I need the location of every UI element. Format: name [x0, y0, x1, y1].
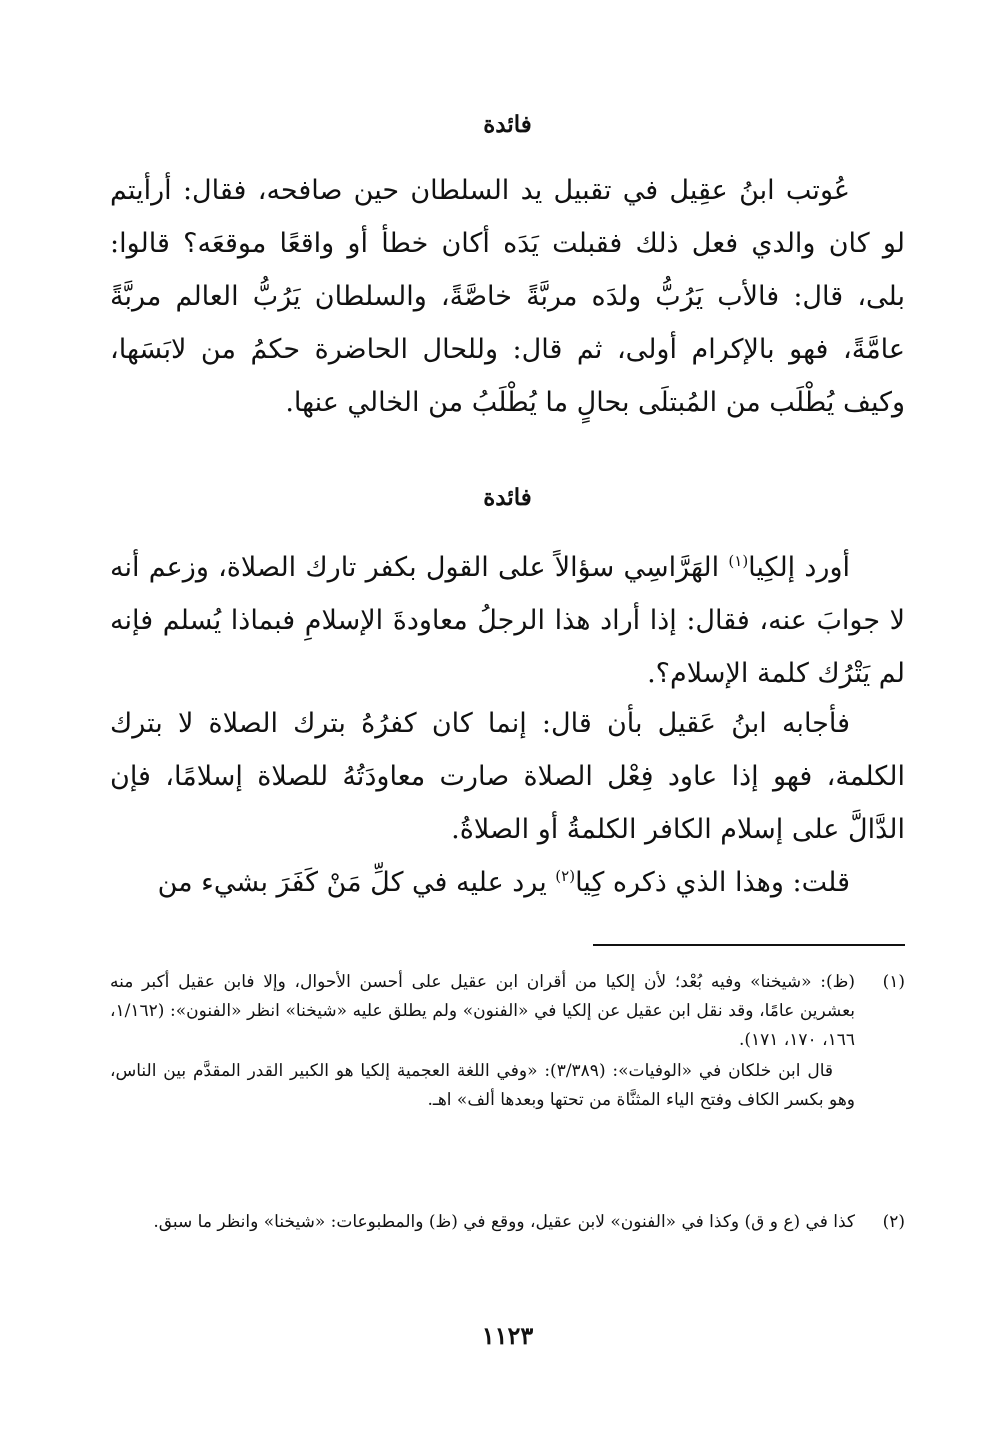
section-heading-1: فائدة — [483, 111, 532, 138]
paragraph-2-text-b: الهَرَّاسِي سؤالاً على القول بكفر تارك الصلاة، وزعم أنه لا جوابَ عنه، فقال: إذا أراد هذا الرجلُ معاودةَ الإسلامِ فبماذا يُسلم فإنه لم يَتْرُك كلمة الإسلام؟. — [110, 552, 905, 689]
paragraph-2-text-a: أورد إلكِيا — [748, 552, 851, 583]
page-number: ١١٢٣ — [481, 1321, 534, 1350]
paragraph-4-text-a: قلت: وهذا الذي ذكره كِيا — [575, 867, 850, 898]
footnote-2 — [110, 1208, 905, 1237]
paragraph-3: فأجابه ابنُ عَقيل بأن قال: إنما كان كفرُهُ بترك الصلاة لا بترك الكلمة، فهو إذا عاود فِعْل الصلاة صارت معاودَتُهُ للصلاة إسلامًا، فإن الدَّالَّ على إسلام الكافر الكلمةُ أو الصلاةُ. — [110, 708, 905, 845]
footnote-2-text: كذا في (ع و ق) وكذا في «الفنون» لابن عقيل، ووقع في (ظ) والمطبوعات: «شيخنا» وانظر ما سبق. — [153, 1212, 855, 1232]
section-heading-2: فائدة — [483, 484, 532, 511]
paragraph-1: عُوتب ابنُ عقِيل في تقبيل يد السلطان حين صافحه، فقال: أرأيتم لو كان والدي فعل ذلك فقبلت يَدَه أكان خطأ أو واقعًا موقعَه؟ قالوا: بلى، قال: فالأب يَرُبُّ ولدَه مربَّةً خاصَّةً، والسلطان يَرُبُّ العالم مربَّةً عامَّةً، فهو بالإكرام أولى، ثم قال: وللحال الحاضرة حكمُ من لابَسَها، وكيف يُطْلَب من المُبتلَى بحالٍ ما يُطْلَبُ من الخالي عنها. — [110, 175, 905, 418]
paragraph-4-text-b: يرد عليه في كلِّ مَنْ كَفَرَ بشيء من — [157, 867, 556, 898]
footnote-2-number: (٢) — [882, 1212, 905, 1232]
book-page — [110, 0, 905, 1447]
footnote-ref-1[interactable]: (١) — [728, 552, 749, 570]
footnote-1 — [110, 968, 905, 1115]
footnote-divider — [593, 944, 905, 946]
footnote-1-number: (١) — [882, 972, 905, 992]
footnote-ref-2[interactable]: (٢) — [555, 867, 576, 885]
paragraph-4 — [110, 856, 905, 909]
footnote-1-continuation: قال ابن خلكان في «الوفيات»: (٣/٣٨٩): «وفي اللغة العجمية إلكيا هو الكبير القدر المقدَّم بين الناس، وهو بكسر الكاف وفتح الياء المثنَّاة من تحتها وبعدها ألف» اهـ. — [110, 1061, 855, 1110]
footnote-1-text: (ظ): «شيخنا» وفيه بُعْد؛ لأن إلكيا من أقران ابن عقيل على أحسن الأحوال، وإلا فابن عقيل أكبر منه بعشرين عامًا، وقد نقل ابن عقيل عن إلكيا في «الفنون» ولم يطلق عليه «شيخنا» انظر «الفنون»: (١/١٦٢، ١٦٦، ١٧٠، ١٧١). — [110, 972, 855, 1050]
paragraph-2 — [110, 541, 905, 700]
